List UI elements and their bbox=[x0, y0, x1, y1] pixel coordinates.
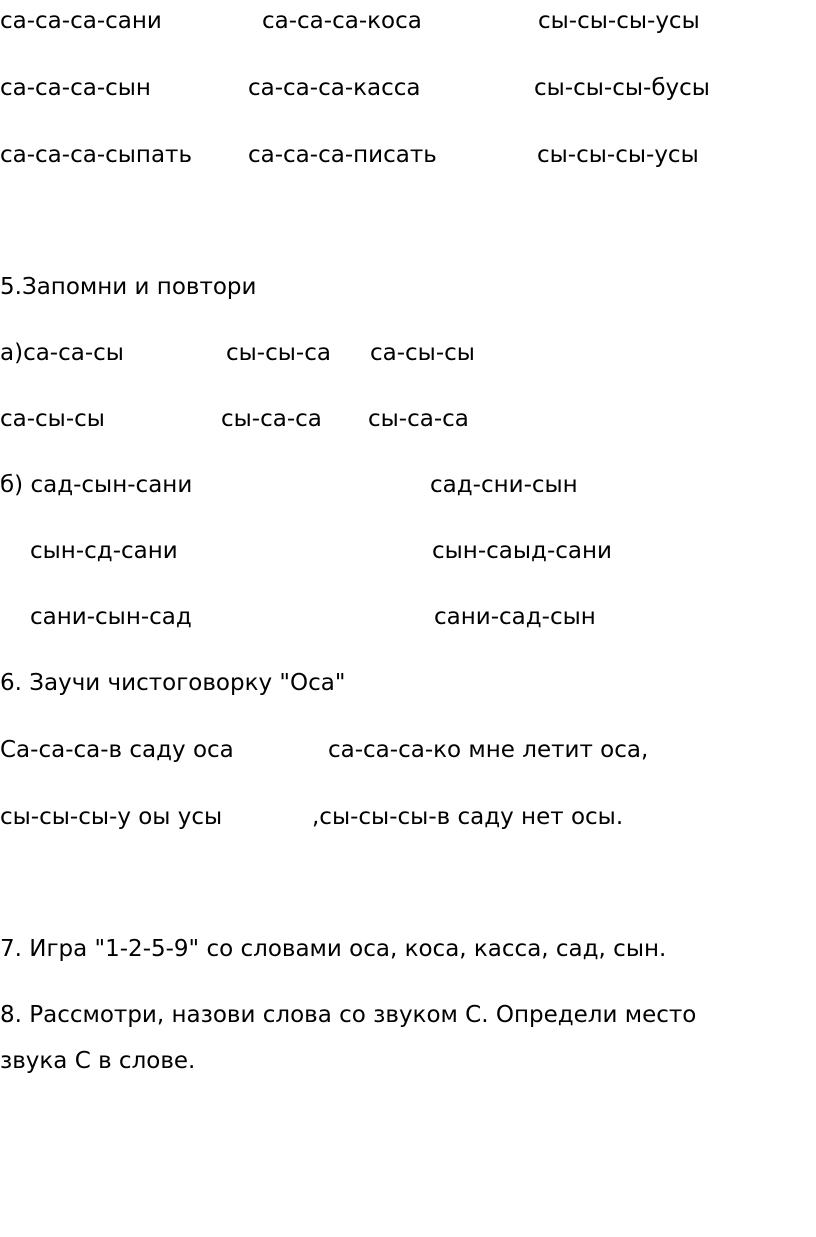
syllable-row1-col1: са-са-са-сани bbox=[0, 8, 162, 34]
syllable-row1-col3: сы-сы-сы-усы bbox=[538, 8, 700, 34]
task6-row1-col2: са-са-са-ко мне летит оса, bbox=[328, 737, 649, 763]
task6-row2-col1: сы-сы-сы-у оы усы bbox=[0, 804, 223, 830]
task6-row1-col1: Са-са-са-в саду оса bbox=[0, 737, 234, 763]
task5-b-row3-col1: сани-сын-сад bbox=[30, 604, 192, 630]
task5-a-row1-col1: а)са-са-сы bbox=[0, 340, 124, 366]
syllable-row2-col1: са-са-са-сын bbox=[0, 75, 151, 101]
syllable-row2-col2: са-са-са-касса bbox=[248, 75, 421, 101]
task6-title: 6. Заучи чистоговорку "Оса" bbox=[0, 670, 346, 696]
syllable-row1-col2: са-са-са-коса bbox=[262, 8, 422, 34]
syllable-row3-col3: сы-сы-сы-усы bbox=[537, 142, 699, 168]
syllable-row2-col3: сы-сы-сы-бусы bbox=[534, 75, 710, 101]
task5-a-row2-col3: сы-са-са bbox=[368, 406, 469, 432]
task5-b-row2-col1: сын-сд-сани bbox=[30, 538, 178, 564]
task5-a-row1-col2: сы-сы-са bbox=[226, 340, 331, 366]
task5-b-row1-col1: б) сад-сын-сани bbox=[0, 472, 193, 498]
task5-b-row1-col2: сад-сни-сын bbox=[430, 472, 578, 498]
task5-title: 5.Запомни и повтори bbox=[0, 274, 257, 300]
task8-line2: звука С в слове. bbox=[0, 1048, 196, 1074]
task8-line1: 8. Рассмотри, назови слова со звуком С. Определи место bbox=[0, 1002, 697, 1028]
task5-b-row2-col2: сын-саыд-сани bbox=[432, 538, 612, 564]
task5-b-row3-col2: сани-сад-сын bbox=[434, 604, 596, 630]
task7-text: 7. Игра "1-2-5-9" со словами оса, коса, касса, сад, сын. bbox=[0, 936, 667, 962]
syllable-row3-col1: са-са-са-сыпать bbox=[0, 142, 193, 168]
syllable-row3-col2: са-са-са-писать bbox=[248, 142, 437, 168]
task5-a-row2-col1: са-сы-сы bbox=[0, 406, 105, 432]
task5-a-row1-col3: са-сы-сы bbox=[370, 340, 475, 366]
task5-a-row2-col2: сы-са-са bbox=[221, 406, 322, 432]
task6-row2-col2: ,сы-сы-сы-в саду нет осы. bbox=[312, 804, 624, 830]
